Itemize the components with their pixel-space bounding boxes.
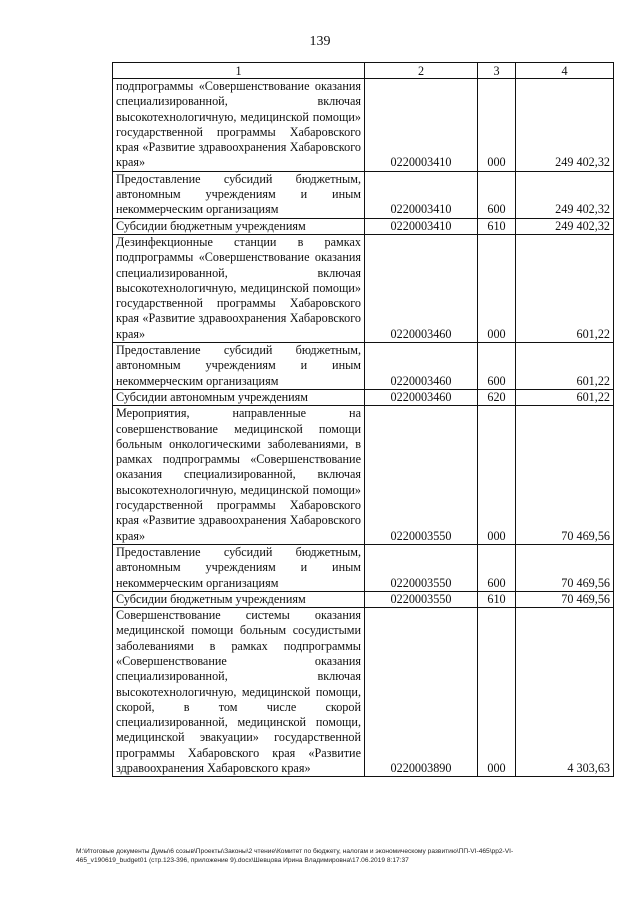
footer-line-2: 465_v190619_budget01 (стр.123-396, приложение 9).docx\Шевцова Ирина Владимировна\17.06.2019 8:17:37 bbox=[76, 856, 409, 864]
table-row bbox=[113, 79, 614, 172]
column-header-sum: 4 bbox=[516, 63, 614, 79]
row-code: 0220003460 bbox=[365, 234, 478, 342]
table-header-row bbox=[113, 63, 614, 79]
footer-line-1: M:\Итоговые документы Думы\6 созыв\Проекты\Законы\2 чтение\Комитет по бюджету, налогам и экономическому развитию\ПП-VI-465\pp2-VI- bbox=[76, 848, 514, 855]
row-code: 0220003550 bbox=[365, 544, 478, 591]
column-header-code: 2 bbox=[365, 63, 478, 79]
table-row bbox=[113, 591, 614, 607]
row-name: Совершенствование системы оказания медицинской помощи больным сосудистыми заболеваниями в рамках подпрограммы «Совершенствование оказания специализированной, включая высокотехнологичную, медицинской помощи, скорой, в том числе скорой специализированной, медицинской помощи, медицинской эвакуации» государственной программы Хабаровского края «Развитие здравоохранения Хабаровского края» bbox=[113, 608, 365, 777]
row-vr: 600 bbox=[478, 343, 516, 390]
page-number: 139 bbox=[309, 34, 331, 49]
table-row bbox=[113, 218, 614, 234]
row-code: 0220003410 bbox=[365, 218, 478, 234]
row-name: Дезинфекционные станции в рамках подпрограммы «Совершенствование оказания специализированной, включая высокотехнологичную, медицинской помощи» государственной программы Хабаровского края «Развитие здравоохранения Хабаровского края» bbox=[113, 234, 365, 342]
row-vr: 600 bbox=[478, 171, 516, 218]
row-name: Предоставление субсидий бюджетным, автономным учреждениям и иным некоммерческим организациям bbox=[113, 343, 365, 390]
row-vr: 000 bbox=[478, 608, 516, 777]
row-sum: 601,22 bbox=[516, 343, 614, 390]
row-vr: 000 bbox=[478, 234, 516, 342]
row-sum: 70 469,56 bbox=[516, 544, 614, 591]
row-code: 0220003410 bbox=[365, 79, 478, 172]
row-vr: 610 bbox=[478, 218, 516, 234]
table-row bbox=[113, 544, 614, 591]
row-name: Мероприятия, направленные на совершенствование медицинской помощи больным онкологическими заболеваниями, в рамках подпрограммы «Совершенствование оказания специализированной, включая высокотехнологичную, медицинской помощи» государственной программы Хабаровского края «Развитие здравоохранения Хабаровского края» bbox=[113, 406, 365, 545]
row-name: Субсидии автономным учреждениям bbox=[113, 389, 365, 405]
row-sum: 249 402,32 bbox=[516, 218, 614, 234]
row-name: Субсидии бюджетным учреждениям bbox=[113, 591, 365, 607]
column-header-name: 1 bbox=[113, 63, 365, 79]
table-row bbox=[113, 343, 614, 390]
row-sum: 601,22 bbox=[516, 234, 614, 342]
file-path-footer bbox=[76, 848, 616, 865]
row-sum: 70 469,56 bbox=[516, 591, 614, 607]
row-vr: 000 bbox=[478, 406, 516, 545]
table-row bbox=[113, 406, 614, 545]
row-sum: 249 402,32 bbox=[516, 79, 614, 172]
row-name: подпрограммы «Совершенствование оказания специализированной, включая высокотехнологичную, медицинской помощи» государственной программы Хабаровского края «Развитие здравоохранения Хабаровского края» bbox=[113, 79, 365, 172]
table-row bbox=[113, 389, 614, 405]
row-vr: 000 bbox=[478, 79, 516, 172]
row-vr: 620 bbox=[478, 389, 516, 405]
row-code: 0220003410 bbox=[365, 171, 478, 218]
row-code: 0220003550 bbox=[365, 406, 478, 545]
row-code: 0220003890 bbox=[365, 608, 478, 777]
row-code: 0220003460 bbox=[365, 343, 478, 390]
budget-table bbox=[112, 62, 614, 777]
table-row bbox=[113, 171, 614, 218]
row-vr: 600 bbox=[478, 544, 516, 591]
table-row bbox=[113, 608, 614, 777]
row-name: Предоставление субсидий бюджетным, автономным учреждениям и иным некоммерческим организациям bbox=[113, 544, 365, 591]
row-vr: 610 bbox=[478, 591, 516, 607]
table-row bbox=[113, 234, 614, 342]
row-code: 0220003460 bbox=[365, 389, 478, 405]
row-name: Предоставление субсидий бюджетным, автономным учреждениям и иным некоммерческим организациям bbox=[113, 171, 365, 218]
row-name: Субсидии бюджетным учреждениям bbox=[113, 218, 365, 234]
row-sum: 601,22 bbox=[516, 389, 614, 405]
row-code: 0220003550 bbox=[365, 591, 478, 607]
row-sum: 70 469,56 bbox=[516, 406, 614, 545]
row-sum: 249 402,32 bbox=[516, 171, 614, 218]
column-header-vr: 3 bbox=[478, 63, 516, 79]
row-sum: 4 303,63 bbox=[516, 608, 614, 777]
